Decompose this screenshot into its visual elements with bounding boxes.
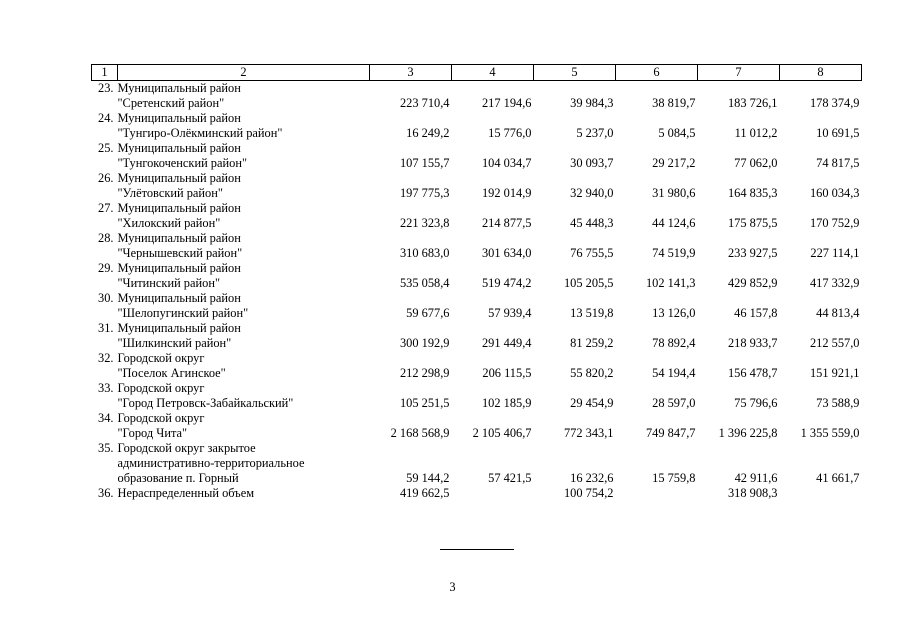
row-index: 32. [98,351,114,365]
row-name [118,201,370,231]
value-cell-col5: 45 448,3 [570,216,614,230]
value-cell-col4: 57 421,5 [488,471,532,485]
value-cell-col3: 535 058,4 [399,276,450,290]
table-row [92,381,862,411]
row-name-line: Городской округ [117,351,205,365]
value-cell-col6: 15 759,8 [652,471,696,485]
value-cell-col5: 772 343,1 [563,426,614,440]
row-name-line: "Город Чита" [117,426,188,440]
value-cell-col8: 73 588,9 [816,396,860,410]
value-cell-col4: 15 776,0 [488,126,532,140]
table-row [92,351,862,381]
value-cell-col7: 156 478,7 [727,366,778,380]
value-cell-col8: 10 691,5 [816,126,860,140]
row-name-line: Городской округ [117,381,205,395]
row-name-line: "Город Петровск-Забайкальский" [117,396,294,410]
row-name-line: Муниципальный район [117,231,241,245]
table-row [92,201,862,231]
row-name [118,261,370,291]
row-name [118,381,370,411]
value-cell-col3: 16 249,2 [406,126,450,140]
value-cell-col4: 301 634,0 [481,246,532,260]
value-cell-col4: 192 014,9 [481,186,532,200]
value-cell-col4: 57 939,4 [488,306,532,320]
value-cell-col3: 310 683,0 [399,246,450,260]
table-row [92,411,862,441]
value-cell-col6: 29 217,2 [652,156,696,170]
value-cell-col5: 39 984,3 [570,96,614,110]
row-name-line: Муниципальный район [117,81,241,95]
value-cell-col3: 223 710,4 [399,96,450,110]
row-index: 25. [98,141,114,155]
value-cell-col6: 78 892,4 [652,336,696,350]
row-name [118,291,370,321]
value-cell-col6: 31 980,6 [652,186,696,200]
row-name-line: Нераспределенный объем [117,486,255,500]
budget-table [91,64,862,501]
value-cell-col6: 102 141,3 [645,276,696,290]
row-name-line: образование п. Горный [117,471,239,485]
value-cell-col3: 221 323,8 [399,216,450,230]
header-cell-6: 6 [616,65,698,81]
row-name [118,141,370,171]
value-cell-col8: 1 355 559,0 [800,426,860,440]
row-name [118,171,370,201]
value-cell-col7: 42 911,6 [734,471,778,485]
page-number: 3 [449,580,456,594]
value-cell-col3: 197 775,3 [399,186,450,200]
value-cell-col8: 212 557,0 [809,336,860,350]
table-row [92,261,862,291]
value-cell-col5: 105 205,5 [563,276,614,290]
row-name-line: "Шелопугинский район" [117,306,249,320]
value-cell-col6 [616,486,698,501]
value-cell-col4: 104 034,7 [481,156,532,170]
row-name-line: Муниципальный район [117,171,241,185]
value-cell-col7: 164 835,3 [727,186,778,200]
value-cell-col5: 55 820,2 [570,366,614,380]
row-name-line: "Чернышевский район" [117,246,243,260]
value-cell-col6: 38 819,7 [652,96,696,110]
row-index: 23. [98,81,114,95]
table-row [92,291,862,321]
row-name-line: "Читинский район" [117,276,221,290]
header-cell-8: 8 [780,65,862,81]
row-index: 33. [98,381,114,395]
value-cell-col8 [780,486,862,501]
header-cell-5: 5 [534,65,616,81]
row-index: 27. [98,201,114,215]
value-cell-col7: 318 908,3 [727,486,778,500]
row-name-line: "Тунгокоченский район" [117,156,248,170]
value-cell-col5: 81 259,2 [570,336,614,350]
value-cell-col6: 54 194,4 [652,366,696,380]
value-cell-col3: 212 298,9 [399,366,450,380]
value-cell-col7: 46 157,8 [734,306,778,320]
row-name-line: "Улётовский район" [117,186,223,200]
row-name-line: "Сретенский район" [117,96,225,110]
value-cell-col8: 170 752,9 [809,216,860,230]
value-cell-col8: 417 332,9 [809,276,860,290]
value-cell-col3: 300 192,9 [399,336,450,350]
row-index: 29. [98,261,114,275]
row-name-line: Муниципальный район [117,111,241,125]
value-cell-col3: 107 155,7 [399,156,450,170]
value-cell-col6: 5 084,5 [658,126,696,140]
header-row [92,65,862,81]
row-name [118,81,370,112]
row-name [118,441,370,486]
table-row [92,171,862,201]
value-cell-col8: 44 813,4 [816,306,860,320]
value-cell-col6: 28 597,0 [652,396,696,410]
value-cell-col8: 227 114,1 [810,246,860,260]
value-cell-col7: 1 396 225,8 [718,426,778,440]
value-cell-col5: 30 093,7 [570,156,614,170]
value-cell-col5: 76 755,5 [570,246,614,260]
row-name-line: Городской округ закрытое [117,441,256,455]
value-cell-col5: 13 519,8 [570,306,614,320]
value-cell-col6: 44 124,6 [652,216,696,230]
value-cell-col6: 749 847,7 [645,426,696,440]
row-index: 35. [98,441,114,455]
value-cell-col3: 59 677,6 [406,306,450,320]
value-cell-col3: 419 662,5 [399,486,450,500]
value-cell-col5: 5 237,0 [576,126,614,140]
value-cell-col7: 218 933,7 [727,336,778,350]
row-name-line: "Тунгиро-Олёкминский район" [117,126,283,140]
header-cell-7: 7 [698,65,780,81]
row-name [118,351,370,381]
row-index: 26. [98,171,114,185]
value-cell-col4 [452,486,534,501]
value-cell-col8: 160 034,3 [809,186,860,200]
row-name-line: Муниципальный район [117,141,241,155]
value-cell-col4: 519 474,2 [481,276,532,290]
table-row [92,321,862,351]
value-cell-col7: 75 796,6 [734,396,778,410]
row-name [118,321,370,351]
table-row [92,441,862,486]
row-name-line: Муниципальный район [117,291,241,305]
value-cell-col6: 74 519,9 [652,246,696,260]
row-name [118,231,370,261]
header-cell-3: 3 [370,65,452,81]
value-cell-col3: 2 168 568,9 [390,426,450,440]
value-cell-col7: 183 726,1 [727,96,778,110]
table-row [92,111,862,141]
value-cell-col4: 214 877,5 [481,216,532,230]
row-name [118,486,370,501]
value-cell-col7: 11 012,2 [734,126,778,140]
row-index: 34. [98,411,114,425]
value-cell-col4: 2 105 406,7 [472,426,532,440]
row-index: 28. [98,231,114,245]
row-name-line: Муниципальный район [117,201,241,215]
row-name-line: Муниципальный район [117,261,241,275]
row-name-line: Городской округ [117,411,205,425]
value-cell-col7: 233 927,5 [727,246,778,260]
value-cell-col4: 291 449,4 [481,336,532,350]
row-name [118,111,370,141]
value-cell-col7: 77 062,0 [734,156,778,170]
row-index: 30. [98,291,114,305]
value-cell-col5: 32 940,0 [570,186,614,200]
value-cell-col8: 178 374,9 [809,96,860,110]
value-cell-col3: 59 144,2 [406,471,450,485]
value-cell-col8: 151 921,1 [809,366,860,380]
table-row [92,141,862,171]
value-cell-col5: 16 232,6 [570,471,614,485]
row-index: 24. [98,111,114,125]
table-row [92,81,862,112]
row-name-line: "Хилокский район" [117,216,221,230]
table-row [92,486,862,501]
header-cell-1: 1 [92,65,118,81]
row-name-line: Муниципальный район [117,321,241,335]
row-index: 31. [98,321,114,335]
row-name-line: "Шилкинский район" [117,336,232,350]
header-cell-2: 2 [118,65,370,81]
value-cell-col4: 206 115,5 [482,366,532,380]
value-cell-col7: 429 852,9 [727,276,778,290]
value-cell-col5: 29 454,9 [570,396,614,410]
value-cell-col7: 175 875,5 [727,216,778,230]
row-index: 36. [98,486,114,500]
header-cell-4: 4 [452,65,534,81]
row-name-line: "Поселок Агинское" [117,366,226,380]
value-cell-col4: 217 194,6 [481,96,532,110]
footnote-rule [440,549,514,550]
table-header [92,65,862,81]
value-cell-col8: 74 817,5 [816,156,860,170]
value-cell-col4: 102 185,9 [481,396,532,410]
value-cell-col5: 100 754,2 [563,486,614,500]
value-cell-col6: 13 126,0 [652,306,696,320]
value-cell-col8: 41 661,7 [816,471,860,485]
table-row [92,231,862,261]
row-name-line: административно-территориальное [117,456,305,470]
value-cell-col3: 105 251,5 [399,396,450,410]
table-body [92,81,862,502]
row-name [118,411,370,441]
